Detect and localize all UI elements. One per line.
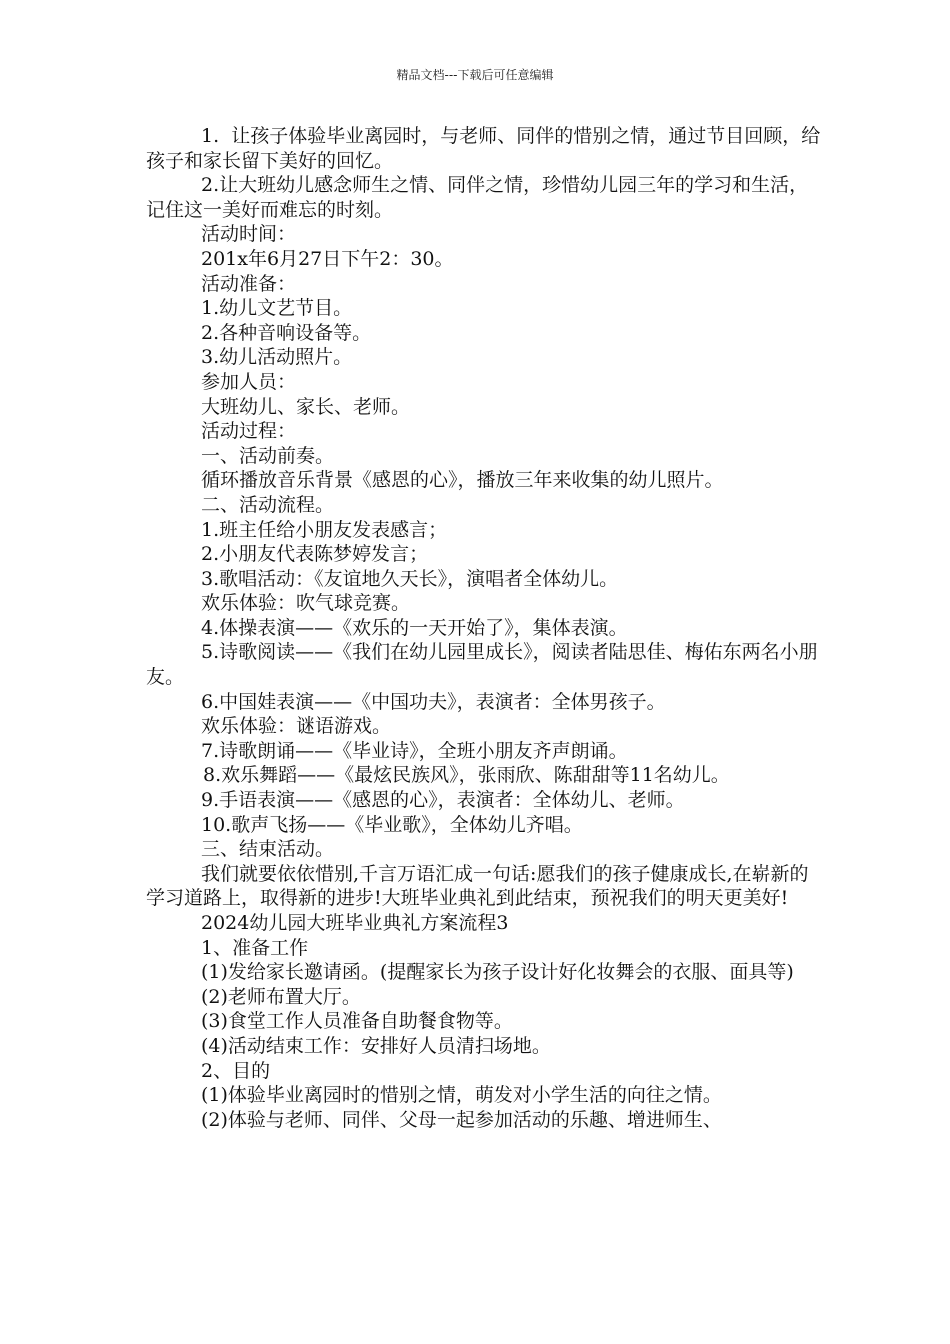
paragraph: 大班幼儿、家长、老师。 <box>201 395 411 418</box>
paragraph: 5.诗歌阅读——《我们在幼儿园里成长》，阅读者陆思佳、梅佑东两名小朋友。 <box>146 641 818 689</box>
paragraph: (2)体验与老师、同伴、父母一起参加活动的乐趣、增进师生、 <box>201 1108 722 1131</box>
paragraph: 1. 让孩子体验毕业离园时，与老师、同伴的惜别之情，通过节目回顾，给孩子和家长留下美好的回忆。 <box>146 125 821 172</box>
paragraph: (1)体验毕业离园时的惜别之情，萌发对小学生活的向往之情。 <box>201 1084 722 1107</box>
paragraph: 9.手语表演——《感恩的心》，表演者：全体幼儿、老师。 <box>201 789 685 812</box>
paragraph: 3.幼儿活动照片。 <box>201 346 353 369</box>
paragraph: 6.中国娃表演——《中国功夫》，表演者：全体男孩子。 <box>201 690 666 713</box>
paragraph: 活动过程： <box>201 420 297 443</box>
paragraph: 201x年6月27日下午2：30。 <box>201 247 454 270</box>
paragraph: (4)活动结束工作：安排好人员清扫场地。 <box>201 1034 551 1057</box>
paragraph: 循环播放音乐背景《感恩的心》，播放三年来收集的幼儿照片。 <box>201 469 724 492</box>
paragraph: 一、活动前奏。 <box>201 444 335 467</box>
paragraph: 2.各种音响设备等。 <box>201 321 372 344</box>
section-heading: 2024幼儿园大班毕业典礼方案流程3 <box>201 912 509 934</box>
paragraph: (1)发给家长邀请函。(提醒家长为孩子设计好化妆舞会的衣服、面具等) <box>201 961 794 984</box>
paragraph: 欢乐体验：吹气球竞赛。 <box>201 592 411 615</box>
paragraph: 1、准备工作 <box>201 936 309 959</box>
paragraph: 2、目的 <box>201 1059 271 1082</box>
paragraph: (3)食堂工作人员准备自助餐食物等。 <box>201 1010 513 1033</box>
document-body <box>146 124 826 1132</box>
paragraph: (2)老师布置大厅。 <box>201 985 361 1008</box>
paragraph: 我们就要依依惜别,千言万语汇成一句话:愿我们的孩子健康成长,在崭新的学习道路上，取得新的进步!大班毕业典礼到此结束，预祝我们的明天更美好! <box>146 862 809 910</box>
paragraph: 参加人员： <box>201 370 297 393</box>
paragraph: 1.幼儿文艺节目。 <box>201 297 353 320</box>
paragraph: 1.班主任给小朋友发表感言； <box>201 518 448 541</box>
paragraph: 4.体操表演——《欢乐的一天开始了》，集体表演。 <box>201 616 628 639</box>
paragraph: 8.欢乐舞蹈——《最炫民族风》，张雨欣、陈甜甜等11名幼儿。 <box>203 764 730 787</box>
paragraph: 活动时间： <box>201 223 297 246</box>
paragraph: 三、结束活动。 <box>201 838 335 861</box>
paragraph: 活动准备： <box>201 272 297 295</box>
paragraph: 10.歌声飞扬——《毕业歌》，全体幼儿齐唱。 <box>201 813 583 836</box>
paragraph: 2.让大班幼儿感念师生之情、同伴之情，珍惜幼儿园三年的学习和生活，记住这一美好而难忘的时刻。 <box>146 174 809 221</box>
paragraph: 欢乐体验：谜语游戏。 <box>201 715 392 738</box>
paragraph: 7.诗歌朗诵——《毕业诗》，全班小朋友齐声朗诵。 <box>201 739 628 762</box>
paragraph: 2.小朋友代表陈梦婷发言； <box>201 543 429 566</box>
paragraph: 3.歌唱活动：《友谊地久天长》，演唱者全体幼儿。 <box>201 567 619 590</box>
page-header: 精品文档---下载后可任意编辑 <box>396 68 554 82</box>
paragraph: 二、活动流程。 <box>201 493 335 516</box>
